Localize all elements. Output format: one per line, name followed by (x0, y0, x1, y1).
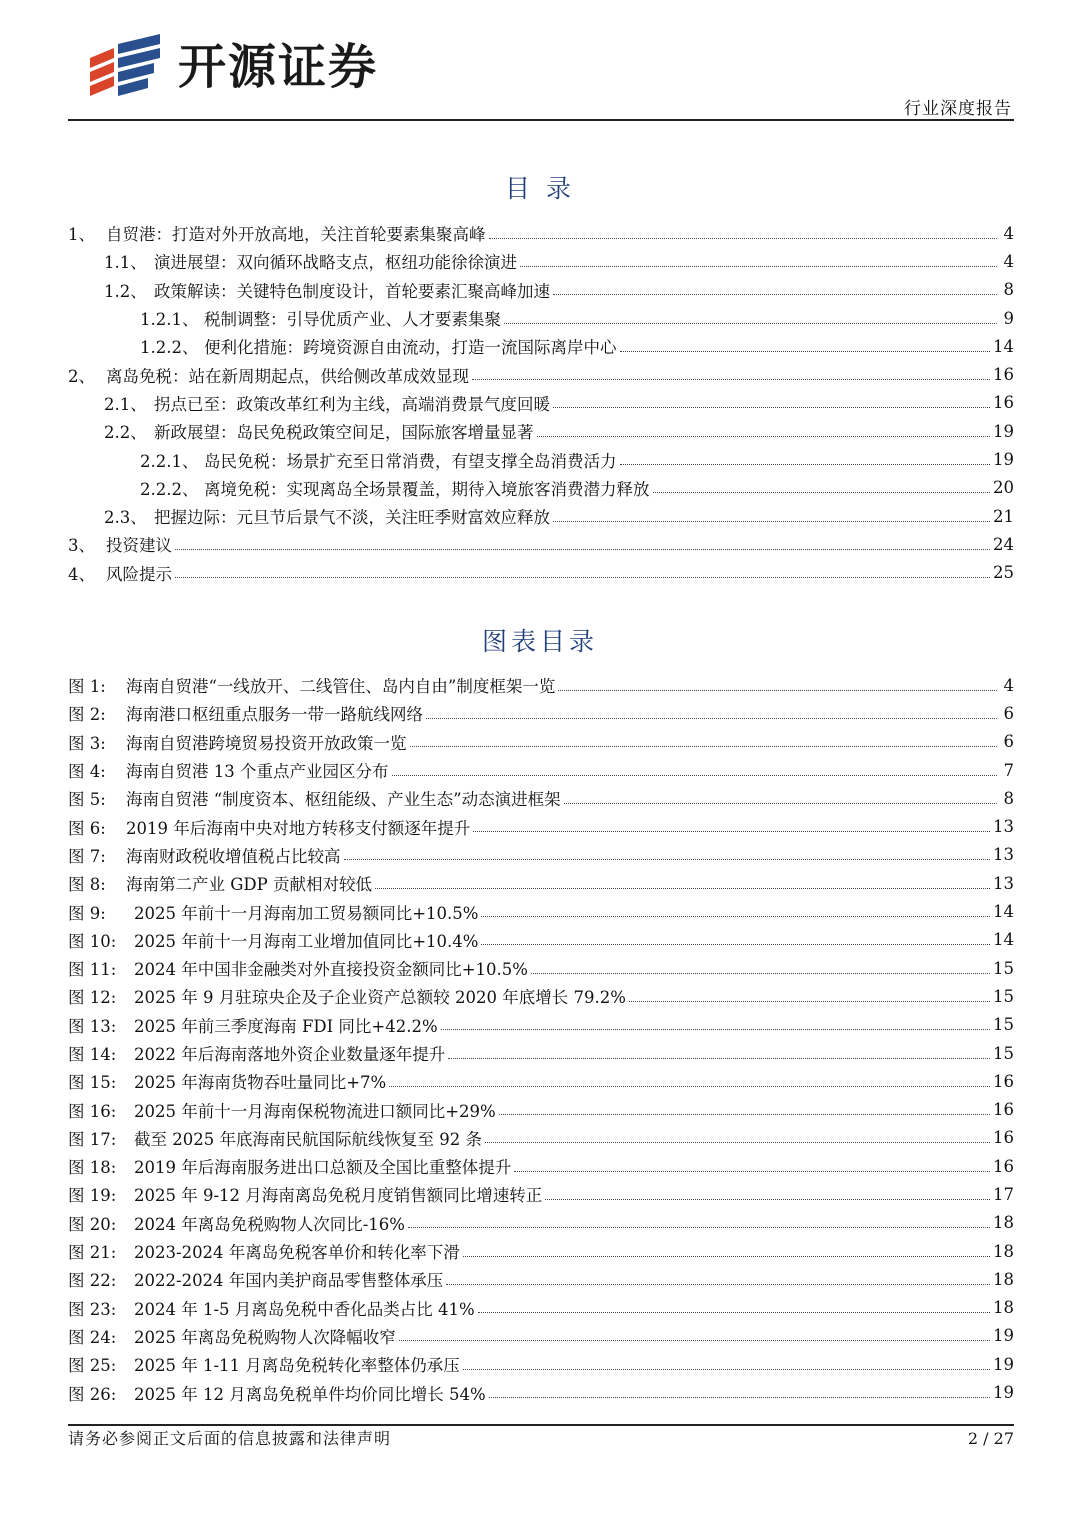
figure-title: 海南自贸港“一线放开、二线管住、岛内自由”制度框架一览 (126, 677, 556, 697)
figure-number: 图 11: (68, 960, 117, 980)
page-ref: 19 (993, 1326, 1014, 1346)
figure-entry[interactable] (68, 699, 1014, 727)
dot-leader (629, 1001, 990, 1002)
figure-number: 图 26: (68, 1384, 117, 1404)
figure-entry[interactable] (68, 1294, 1014, 1322)
page-ref: 24 (993, 534, 1014, 554)
figure-entry[interactable] (68, 982, 1014, 1010)
section-number: 2.2.1、 (140, 451, 199, 471)
figure-number: 图 16: (68, 1101, 117, 1121)
figure-entry[interactable] (68, 897, 1014, 925)
dot-leader (448, 1058, 990, 1059)
figure-entry[interactable] (68, 1237, 1014, 1265)
page-ref: 19 (993, 1354, 1014, 1374)
figure-entry[interactable] (68, 1350, 1014, 1378)
figure-number: 图 22: (68, 1271, 117, 1291)
header-divider (68, 119, 1014, 121)
toc-entry[interactable] (68, 417, 1014, 445)
page-header (0, 0, 1080, 125)
figure-title: 海南自贸港跨境贸易投资开放政策一览 (126, 733, 407, 753)
figure-number: 图 21: (68, 1243, 117, 1263)
figure-entry[interactable] (68, 1152, 1014, 1180)
figure-entry[interactable] (68, 1378, 1014, 1406)
dot-leader (375, 888, 990, 889)
toc-entry[interactable] (68, 559, 1014, 587)
section-title: 便利化措施：跨境资源自由流动，打造一流国际离岸中心 (204, 338, 617, 358)
page-ref: 6 (1003, 732, 1014, 752)
report-type-label: 行业深度报告 (904, 99, 1012, 119)
figure-number: 图 18: (68, 1158, 117, 1178)
figure-title: 2025 年 12 月离岛免税单件均价同比增长 54% (134, 1384, 486, 1404)
page-ref: 15 (993, 1015, 1014, 1035)
section-number: 4、 (68, 564, 95, 584)
figure-entry[interactable] (68, 1067, 1014, 1095)
page-ref: 25 (993, 563, 1014, 583)
dot-leader (620, 351, 991, 352)
figure-number: 图 15: (68, 1073, 117, 1093)
figure-number: 图 1: (68, 677, 106, 697)
page-ref: 7 (1003, 760, 1014, 780)
figure-entry[interactable] (68, 1124, 1014, 1152)
figure-number: 图 25: (68, 1356, 117, 1376)
section-number: 2.2.2、 (140, 479, 199, 499)
figures-heading: 图表目录 (481, 627, 598, 656)
figure-number: 图 5: (68, 790, 106, 810)
section-title: 投资建议 (106, 536, 172, 556)
dot-leader (537, 436, 991, 437)
toc-heading: 目 录 (505, 174, 575, 203)
footer-divider (68, 1424, 1014, 1426)
dot-leader (564, 803, 997, 804)
figure-title: 海南第二产业 GDP 贡献相对较低 (126, 875, 373, 895)
page-ref: 6 (1003, 703, 1014, 723)
page-ref: 4 (1003, 223, 1014, 243)
page-ref: 14 (993, 902, 1014, 922)
figure-entry[interactable] (68, 1265, 1014, 1293)
footer-disclaimer: 请务必参阅正文后面的信息披露和法律声明 (68, 1429, 392, 1448)
figure-title: 2024 年离岛免税购物人次同比-16% (134, 1214, 405, 1234)
page-ref: 13 (993, 873, 1014, 893)
figure-number: 图 7: (68, 846, 106, 866)
dot-leader (531, 973, 990, 974)
dot-leader (553, 294, 997, 295)
section-number: 1.2.1、 (140, 310, 199, 330)
figure-number: 图 13: (68, 1016, 117, 1036)
section-number: 1.1、 (104, 253, 147, 273)
toc-entry[interactable] (68, 219, 1014, 247)
section-title: 离岛免税：站在新周期起点，供给侧改革成效显现 (106, 366, 469, 386)
figure-list (68, 671, 1014, 1407)
figure-title: 2025 年 9 月驻琼央企及子企业资产总额较 2020 年底增长 79.2% (134, 988, 626, 1008)
section-number: 1.2、 (104, 281, 147, 301)
dot-leader (553, 407, 990, 408)
dot-leader (485, 1142, 990, 1143)
figure-number: 图 3: (68, 733, 106, 753)
toc-entry[interactable] (68, 445, 1014, 473)
figure-number: 图 8: (68, 875, 106, 895)
figure-number: 图 4: (68, 762, 106, 782)
figure-number: 图 19: (68, 1186, 117, 1206)
figure-number: 图 6: (68, 818, 106, 838)
page-ref: 19 (993, 1383, 1014, 1403)
section-title: 岛民免税：场景扩充至日常消费，有望支撑全岛消费活力 (204, 451, 617, 471)
page-ref: 15 (993, 986, 1014, 1006)
figure-title: 海南自贸港 “制度资本、枢纽能级、产业生态”动态演进框架 (126, 790, 561, 810)
dot-leader (473, 831, 990, 832)
page-ref: 9 (1003, 308, 1014, 328)
dot-leader (620, 464, 991, 465)
section-title: 风险提示 (106, 564, 172, 584)
dot-leader (389, 1086, 990, 1087)
page-ref: 16 (993, 1071, 1014, 1091)
figure-title: 2025 年 9-12 月海南离岛免税月度销售额同比增速转正 (134, 1186, 543, 1206)
page-ref: 18 (993, 1213, 1014, 1233)
dot-leader (344, 859, 991, 860)
dot-leader (175, 577, 990, 578)
dot-leader (481, 916, 990, 917)
dot-leader (520, 266, 997, 267)
page-ref: 16 (993, 365, 1014, 385)
dot-leader (478, 1312, 990, 1313)
brand-name: 开源证券 (178, 39, 379, 95)
figure-number: 图 14: (68, 1045, 117, 1064)
page-ref: 4 (1003, 675, 1014, 695)
page-ref: 16 (993, 393, 1014, 413)
figure-number: 图 2: (68, 705, 106, 725)
section-number: 2、 (68, 366, 95, 386)
dot-leader (446, 1284, 990, 1285)
page-ref: 15 (993, 1043, 1014, 1063)
figure-title: 2023-2024 年离岛免税客单价和转化率下滑 (134, 1243, 460, 1263)
dot-leader (441, 1029, 990, 1030)
page-ref: 14 (993, 930, 1014, 950)
dot-leader (504, 323, 997, 324)
section-number: 2.1、 (104, 394, 147, 414)
page-ref: 15 (993, 958, 1014, 978)
figure-title: 2025 年前三季度海南 FDI 同比+42.2% (134, 1016, 438, 1036)
dot-leader (399, 1340, 990, 1341)
figure-entry[interactable] (68, 756, 1014, 784)
figure-title: 海南财政税收增值税占比较高 (126, 846, 341, 866)
dot-leader (392, 775, 998, 776)
figure-title: 2019 年后海南中央对地方转移支付额逐年提升 (126, 818, 471, 838)
dot-leader (408, 1227, 990, 1228)
section-title: 税制调整：引导优质产业、人才要素集聚 (204, 310, 501, 330)
figure-number: 图 9: (68, 903, 106, 923)
toc-entry[interactable] (68, 332, 1014, 360)
page-ref: 18 (993, 1298, 1014, 1318)
dot-leader (514, 1171, 990, 1172)
kaiyuan-logo-icon (88, 34, 168, 96)
figure-title: 2024 年中国非金融类对外直接投资金额同比+10.5% (134, 960, 528, 980)
page-ref: 8 (1003, 788, 1014, 808)
toc-entry[interactable] (68, 276, 1014, 304)
figure-title: 截至 2025 年底海南民航国际航线恢复至 92 条 (134, 1129, 482, 1149)
dot-leader (175, 549, 990, 550)
dot-leader (472, 379, 990, 380)
section-title: 离境免税：实现离岛全场景覆盖，期待入境旅客消费潜力释放 (204, 479, 650, 499)
figure-entry[interactable] (68, 728, 1014, 756)
page-ref: 17 (993, 1184, 1014, 1204)
dot-leader (489, 238, 998, 239)
page-ref: 14 (993, 336, 1014, 356)
dot-leader (553, 521, 990, 522)
figure-entry[interactable] (68, 812, 1014, 840)
figure-title: 2025 年前十一月海南加工贸易额同比+10.5% (134, 903, 479, 923)
table-of-contents (68, 219, 1014, 587)
section-number: 1.2.2、 (140, 338, 199, 358)
toc-entry[interactable] (68, 502, 1014, 530)
figure-entry[interactable] (68, 869, 1014, 897)
page-ref: 20 (993, 478, 1014, 498)
page-ref: 4 (1003, 251, 1014, 271)
dot-leader (558, 690, 997, 691)
figure-title: 2025 年海南货物吞吐量同比+7% (134, 1073, 387, 1093)
figure-entry[interactable] (68, 1209, 1014, 1237)
section-title: 把握边际：元旦节后景气不淡，关注旺季财富效应释放 (154, 508, 550, 528)
figure-title: 2025 年前十一月海南保税物流进口额同比+29% (134, 1101, 496, 1121)
figure-entry[interactable] (68, 1095, 1014, 1123)
figure-title: 2019 年后海南服务进出口总额及全国比重整体提升 (134, 1158, 512, 1178)
toc-entry[interactable] (68, 389, 1014, 417)
page-ref: 16 (993, 1100, 1014, 1120)
section-title: 新政展望：岛民免税政策空间足，国际旅客增量显著 (154, 423, 534, 443)
page-ref: 16 (993, 1128, 1014, 1148)
figure-entry[interactable] (68, 671, 1014, 699)
page-ref: 21 (993, 506, 1014, 526)
section-number: 2.3、 (104, 508, 147, 528)
figure-entry[interactable] (68, 841, 1014, 869)
page-ref: 8 (1003, 280, 1014, 300)
section-title: 政策解读：关键特色制度设计，首轮要素汇聚高峰加速 (154, 281, 550, 301)
page-ref: 19 (993, 421, 1014, 441)
dot-leader (653, 492, 991, 493)
figure-title: 2025 年前十一月海南工业增加值同比+10.4% (134, 931, 479, 951)
section-number: 1、 (68, 225, 95, 245)
figure-entry[interactable] (68, 784, 1014, 812)
figure-number: 图 23: (68, 1299, 117, 1319)
figure-title: 2025 年 1-11 月离岛免税转化率整体仍承压 (134, 1356, 460, 1376)
figure-title: 2024 年 1-5 月离岛免税中香化品类占比 41% (134, 1299, 475, 1319)
toc-entry[interactable] (68, 247, 1014, 275)
figure-number: 图 17: (68, 1129, 117, 1149)
page-ref: 13 (993, 845, 1014, 865)
figure-entry[interactable] (68, 1039, 1014, 1067)
toc-entry[interactable] (68, 304, 1014, 332)
section-number: 3、 (68, 536, 95, 556)
page-number: 2 / 27 (967, 1429, 1014, 1448)
figure-title: 海南港口枢纽重点服务一带一路航线网络 (126, 705, 423, 725)
dot-leader (489, 1397, 990, 1398)
page-ref: 18 (993, 1241, 1014, 1261)
toc-entry[interactable] (68, 474, 1014, 502)
figure-number: 图 12: (68, 988, 117, 1008)
figure-number: 图 20: (68, 1214, 117, 1234)
page-ref: 13 (993, 817, 1014, 837)
dot-leader (463, 1256, 990, 1257)
toc-entry[interactable] (68, 530, 1014, 558)
dot-leader (426, 718, 997, 719)
figure-title: 海南自贸港 13 个重点产业园区分布 (126, 762, 389, 782)
page-ref: 19 (993, 450, 1014, 470)
dot-leader (463, 1369, 990, 1370)
figure-entry[interactable] (68, 954, 1014, 982)
section-title: 演进展望：双向循环战略支点，枢纽功能徐徐演进 (154, 253, 517, 273)
dot-leader (499, 1114, 990, 1115)
figure-entry[interactable] (68, 926, 1014, 954)
section-title: 拐点已至：政策改革红利为主线，高端消费景气度回暖 (154, 394, 550, 414)
toc-entry[interactable] (68, 360, 1014, 388)
dot-leader (481, 944, 990, 945)
figure-entry[interactable] (68, 1322, 1014, 1350)
figure-title: 2025 年离岛免税购物人次降幅收窄 (134, 1327, 396, 1347)
figure-title: 2022 年后海南落地外资企业数量逐年提升 (134, 1045, 446, 1064)
figure-number: 图 24: (68, 1327, 117, 1347)
dot-leader (410, 746, 998, 747)
figure-title: 2022-2024 年国内美护商品零售整体承压 (134, 1271, 444, 1291)
page-ref: 16 (993, 1156, 1014, 1176)
section-number: 2.2、 (104, 423, 147, 443)
figure-number: 图 10: (68, 931, 117, 951)
page-ref: 18 (993, 1269, 1014, 1289)
section-title: 自贸港：打造对外开放高地，关注首轮要素集聚高峰 (106, 225, 486, 245)
figure-entry[interactable] (68, 1180, 1014, 1208)
dot-leader (545, 1199, 990, 1200)
figure-entry[interactable] (68, 1011, 1014, 1039)
